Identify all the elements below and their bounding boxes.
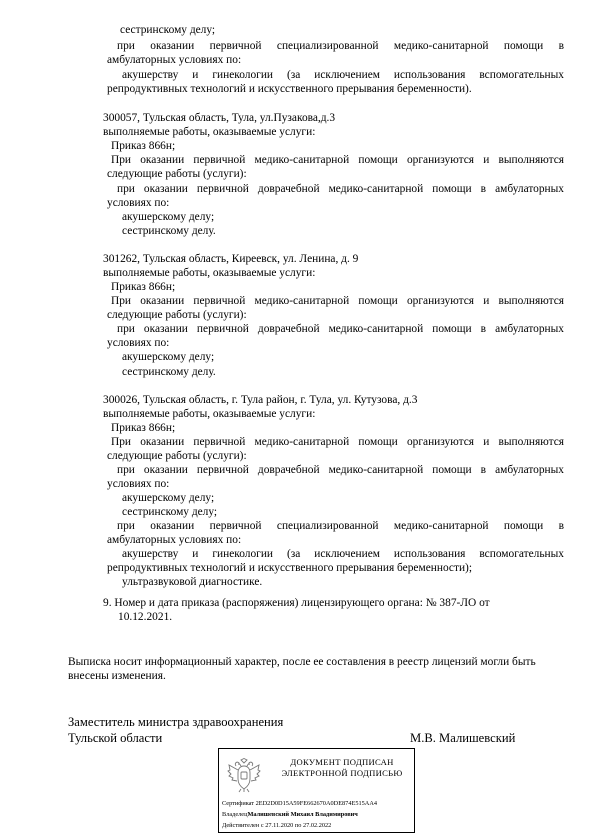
certificate-validity: Действителен с 27.11.2020 по 27.02.2022 [222, 822, 332, 829]
note-line: внесены изменения. [68, 670, 166, 682]
block2-line: При оказании первичной медико-санитарной помощи организуются и выполняются [111, 154, 564, 166]
block3-address: 301262, Тульская область, Киреевск, ул. Ленина, д. 9 [103, 253, 359, 265]
item9-date: 10.12.2021. [118, 611, 173, 623]
block2-line: следующие работы (услуги): [107, 168, 247, 180]
block4-line: амбулаторных условиях по: [107, 534, 242, 546]
block3-line: акушерскому делу; [122, 351, 215, 363]
block4-line: При оказании первичной медико-санитарной помощи организуются и выполняются [111, 436, 564, 448]
note-line: Выписка носит информационный характер, после ее составления в реестр лицензий могли быть [68, 656, 536, 668]
signatory-title: Заместитель министра здравоохранения [68, 715, 284, 729]
certificate-owner [222, 811, 358, 819]
block2-line: сестринскому делу. [122, 225, 216, 237]
block3-line: при оказании первичной доврачебной медико-санитарной помощи в амбулаторных [117, 323, 564, 335]
block1-line: акушерству и гинекологии (за исключением использования вспомогательных [122, 69, 564, 81]
block3-line: условиях по: [107, 337, 170, 349]
block1-line: репродуктивных технологий и искусственного прерывания беременности). [107, 83, 472, 95]
signatory-region: Тульской области [68, 731, 163, 745]
russian-eagle-emblem-icon [226, 757, 262, 793]
block4-line: при оказании первичной специализированной медико-санитарной помощи в [117, 520, 564, 532]
item9-line: 9. Номер и дата приказа (распоряжения) лицензирующего органа: № 387-ЛО от [103, 597, 490, 609]
block2-line: акушерскому делу; [122, 211, 215, 223]
stamp-subheading: ЭЛЕКТРОННОЙ ПОДПИСЬЮ [281, 768, 403, 778]
certificate-number: Сертификат 2ED2D0D15A59FE662670A0DE874E515AA4 [222, 800, 378, 807]
block4-line: акушерству и гинекологии (за исключением использования вспомогательных [122, 548, 564, 560]
block3-works: выполняемые работы, оказываемые услуги: [103, 267, 316, 279]
block4-line: ультразвуковой диагностике. [122, 576, 263, 588]
stamp-heading: ДОКУМЕНТ ПОДПИСАН [290, 757, 394, 767]
block4-line: акушерскому делу; [122, 492, 215, 504]
block4-line: при оказании первичной доврачебной медико-санитарной помощи в амбулаторных [117, 464, 564, 476]
block1-line: амбулаторных условиях по: [107, 54, 242, 66]
block4-line: следующие работы (услуги): [107, 450, 247, 462]
block4-works: выполняемые работы, оказываемые услуги: [103, 408, 316, 420]
block3-order: Приказ 866н; [111, 281, 176, 293]
e-signature-stamp [218, 748, 415, 833]
owner-name: Малишевский Михаил Владимирович [247, 811, 358, 818]
block2-line: при оказании первичной доврачебной медико-санитарной помощи в амбулаторных [117, 183, 564, 195]
block4-address: 300026, Тульская область, г. Тула район, г. Тула, ул. Кутузова, д.3 [103, 394, 418, 406]
block4-line: сестринскому делу; [122, 506, 218, 518]
block2-line: условиях по: [107, 197, 170, 209]
block3-line: сестринскому делу. [122, 366, 216, 378]
block2-works: выполняемые работы, оказываемые услуги: [103, 126, 316, 138]
block1-line: сестринскому делу; [120, 24, 216, 36]
block4-line: репродуктивных технологий и искусственного прерывания беременности); [107, 562, 473, 574]
signatory-name: М.В. Малишевский [410, 731, 516, 745]
block4-line: условиях по: [107, 478, 170, 490]
block1-line: при оказании первичной специализированной медико-санитарной помощи в [117, 40, 564, 52]
block3-line: При оказании первичной медико-санитарной помощи организуются и выполняются [111, 295, 564, 307]
block2-order: Приказ 866н; [111, 140, 176, 152]
owner-label: Владелец [222, 811, 248, 818]
block4-order: Приказ 866н; [111, 422, 176, 434]
block2-address: 300057, Тульская область, Тула, ул.Пузакова,д.3 [103, 112, 336, 124]
block3-line: следующие работы (услуги): [107, 309, 247, 321]
